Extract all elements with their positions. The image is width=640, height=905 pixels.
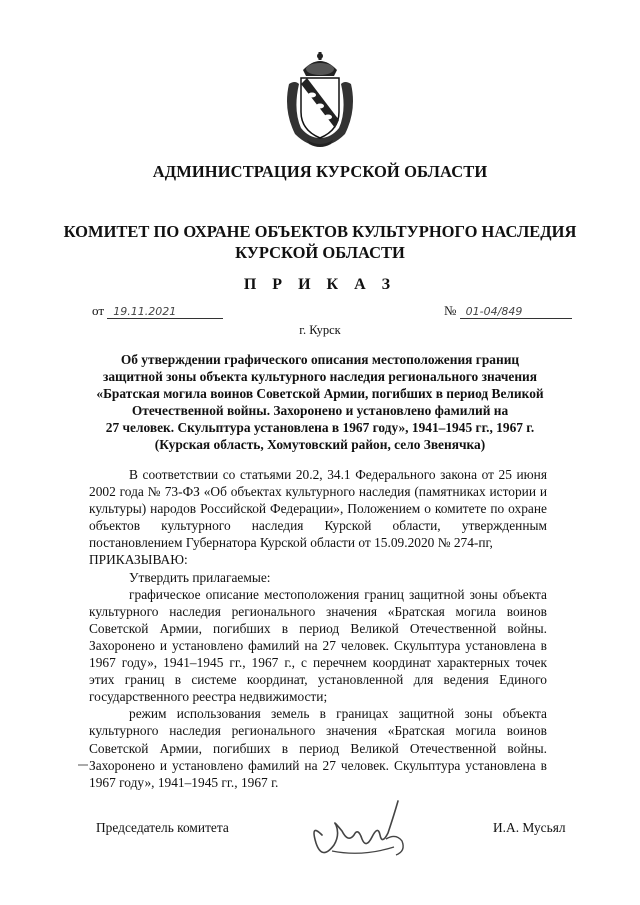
number-value: 01-04/849 [460,305,572,319]
signatory-name: И.А. Мусьял [493,820,566,835]
preamble-paragraph: В соответствии со статьями 20.2, 34.1 Федерального закона от 25 июня 2002 года № 73-ФЗ «Об объектах культурного наследия (памятниках истории и культуры) народов Российской Федерации», Положением о комитете по охране объектов культурного наследия Курской области, утвержденным постановлением Губернатора Курской области от 15.09.2020 № 274-пг, [89,467,547,551]
title-line: защитной зоны объекта культурного наследия регионального значения [102,369,538,384]
document-type: П Р И К А З [243,276,397,293]
kursk-coat-of-arms-icon [281,50,359,148]
date-value: 19.11.2021 [107,305,223,319]
title-line: Об утверждении графического описания местоположения границ [120,352,520,367]
title-line: (Курская область, Хомутовский район, село Звенячка) [154,437,486,452]
administration-name: АДМИНИСТРАЦИЯ КУРСКОЙ ОБЛАСТИ [152,162,488,181]
title-line: 27 человек. Скульптура установлена в 1967 году», 1941–1945 гг., 1967 г. [105,420,535,435]
date-row [92,303,223,319]
approve-paragraph: Утвердить прилагаемые: [129,569,271,585]
signatory-position: Председатель комитета [96,820,229,835]
handwritten-signature [302,795,414,867]
city: г. Курск [299,323,341,337]
number-row [444,303,572,319]
order-keyword: ПРИКАЗЫВАЮ: [89,552,188,568]
margin-mark [78,762,88,768]
title-line: «Братская могила воинов Советской Армии, погибших в период Великой [96,386,544,401]
order-body [89,466,547,791]
order-title [80,351,560,453]
item-land-use-regime: режим использования земель в границах защитной зоны объекта культурного наследия регионального значения «Братская могила воинов Советской Армии, погибших в период Великой Отечественной войны. Захоронено и установлено фамилий на 27 человек. Скульптура установлена в 1967 году», 1941–1945 гг., 1967 г. [89,706,547,790]
date-prefix: от [92,303,105,318]
committee-name [0,221,640,263]
committee-name-line1: КОМИТЕТ ПО ОХРАНЕ ОБЪЕКТОВ КУЛЬТУРНОГО НАСЛЕДИЯ [63,222,577,241]
item-graphic-description: графическое описание местоположения границ защитной зоны объекта культурного наследия регионального значения «Братская могила воинов Советской Армии, погибших в период Великой Отечественной войны. Захоронено и установлено фамилий на 27 человек. Скульптура установлена в 1967 году», 1941–1945 гг., 1967 г., с перечнем координат характерных точек этих границ в системе координат, установленной для ведения Единого государственного реестра недвижимости; [89,586,547,705]
title-line: Отечественной войны. Захоронено и установлено фамилий на [131,403,509,418]
number-prefix: № [444,303,457,318]
committee-name-line2: КУРСКОЙ ОБЛАСТИ [235,243,405,262]
